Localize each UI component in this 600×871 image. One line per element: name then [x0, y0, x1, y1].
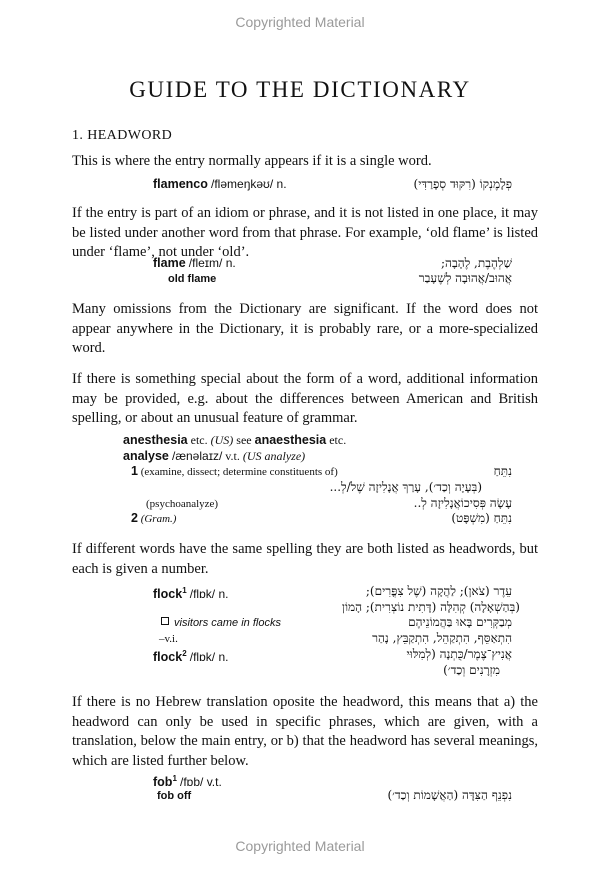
entry-analyse: analyse /ænəlaɪz/ v.t. (US analyze) — [123, 449, 306, 463]
watermark-top: Copyrighted Material — [235, 14, 365, 30]
section-heading — [72, 128, 172, 144]
usage-note: (US analyze) — [242, 449, 306, 463]
headword: fob — [153, 775, 173, 790]
sense-2: 2 (Gram.) — [131, 511, 177, 525]
headword: flock — [153, 587, 183, 602]
paragraph-3: Many omissions from the Dictionary are significant. If the word does not appear anywhere in the Dictionary, it is probably rare, or a more-specialized word. — [72, 301, 538, 356]
entry-fob: fob$^1$ /fɒb/ v.t. — [153, 774, 222, 790]
entry-flamenco — [153, 176, 287, 192]
cross-reference: anaesthesia — [254, 433, 327, 447]
pronunciation: /fɒb/ v.t. — [180, 775, 222, 790]
headword: anesthesia — [123, 433, 188, 447]
pronunciation: /flǝmeŋkǝʊ/ n. — [211, 177, 287, 191]
hebrew-translation: מְבַקְּרִים בָּאוּ בַּהֲמוֹנֵיהֶם — [408, 615, 512, 629]
hebrew-translation: עָשָׂה פְּסִיכוֹאֲנָלִיזָה לְ.. — [413, 496, 512, 510]
verb-label: –v.i. — [159, 633, 178, 645]
hebrew-translation: נִתֵּחַ — [493, 464, 512, 478]
paragraph-4: If there is something special about the form of a word, additional information may be provided, e.g. about the differences between American and British spelling, or about an unusual feature of grammar. — [72, 371, 538, 426]
paragraph-2: If the entry is part of an idiom or phrase, and it is not listed in one place, it may be listed under another word from that phrase. For example, ‘old flame’ is listed under ‘flame’, not under ‘old’. — [72, 205, 538, 260]
paragraph-6: If there is no Hebrew translation oposite the headword, this means that a) the headword can only be used in specific phrases, which are given, with a translation, below the main entry, or b) that the headword has several meanings, which are listed further below. — [72, 694, 538, 769]
sense-number: 1 — [131, 464, 138, 478]
watermark-bottom: Copyrighted Material — [235, 838, 365, 854]
section-number: 1. — [72, 128, 84, 143]
entry-flock-2: flock$^2$ /flɒk/ n. — [153, 649, 229, 665]
sense-1b: (psychoanalyze) — [146, 498, 219, 510]
hebrew-translation: שַׁלְהֶבֶת, לֶהָבָה; — [441, 256, 512, 270]
pronunciation: /flɒk/ n. — [189, 650, 229, 665]
hebrew-translation: עֵדֶר (צֹאן); לַהֲקָה (שֶׁל צִפֳּרִים); — [365, 584, 512, 598]
usage-example: visitors came in flocks — [161, 614, 281, 631]
hebrew-translation: פְלָמֶנְקוֹ (רִקּוּד סְפָרַדִּי) — [413, 177, 512, 191]
hebrew-translation: (בְּהַשְׁאָלָה) קְהִלָּה (דָּתִית נוֹצְרִית); הָמוֹן — [341, 600, 520, 614]
subentry-word: fob off — [157, 790, 192, 802]
hebrew-translation: נִפְנֵף הַצִּדָּה (הַאֲשָׁמוֹת וְכַד׳) — [387, 788, 512, 802]
headword: flame — [153, 256, 186, 270]
hebrew-translation: מִזְרָנִים וְכַד׳) — [443, 663, 500, 677]
paragraph-5: If different words have the same spelling they are both listed as headwords, but each is given a number. — [72, 541, 538, 577]
subentry-old-flame — [168, 270, 216, 287]
pronunciation: /ænəlaɪz/ — [172, 449, 223, 463]
subentry-fob-off — [157, 787, 191, 804]
section-title: HEADWORD — [87, 128, 173, 143]
hebrew-translation: אֲנִיץ־צֶמֶר/כֻּתְנָה (לְמִלּוּי — [406, 647, 512, 661]
headword: flamenco — [153, 177, 208, 191]
pronunciation: /fleɪm/ n. — [188, 256, 236, 270]
square-bullet-icon — [161, 617, 169, 625]
page-title: GUIDE TO THE DICTIONARY — [129, 77, 471, 102]
paragraph-1: This is where the entry normally appears if it is a single word. — [72, 153, 432, 169]
subentry-word: old flame — [168, 273, 217, 285]
entry-flame — [153, 255, 236, 271]
headword: analyse — [123, 449, 169, 463]
entry-anesthesia: anesthesia etc. (US) see anaesthesia etc. — [123, 433, 347, 447]
sense-number: 2 — [131, 511, 138, 525]
entry-flock-1: flock$^1$ /flɒk/ n. — [153, 586, 229, 602]
sense-1: 1 (examine, dissect; determine constituents of) — [131, 464, 338, 478]
hebrew-translation: (בְּעָיָה וְכַד׳), עָרַךְ אֲנָלִיזָה שֶׁל/לְ... — [329, 480, 482, 494]
hebrew-translation: אֲהוּב/אֲהוּבָה לְשֶׁעָבַר — [418, 271, 512, 285]
hebrew-translation: הִתְאַסֵּף, הִתְקַהֵל, הִתְקַבֵּץ, נָהַר — [372, 631, 512, 645]
hebrew-translation: נִתֵּחַ (מִשְׁפָּט) — [451, 511, 512, 525]
headword: flock — [153, 650, 183, 665]
pronunciation: /flɒk/ n. — [189, 587, 229, 602]
